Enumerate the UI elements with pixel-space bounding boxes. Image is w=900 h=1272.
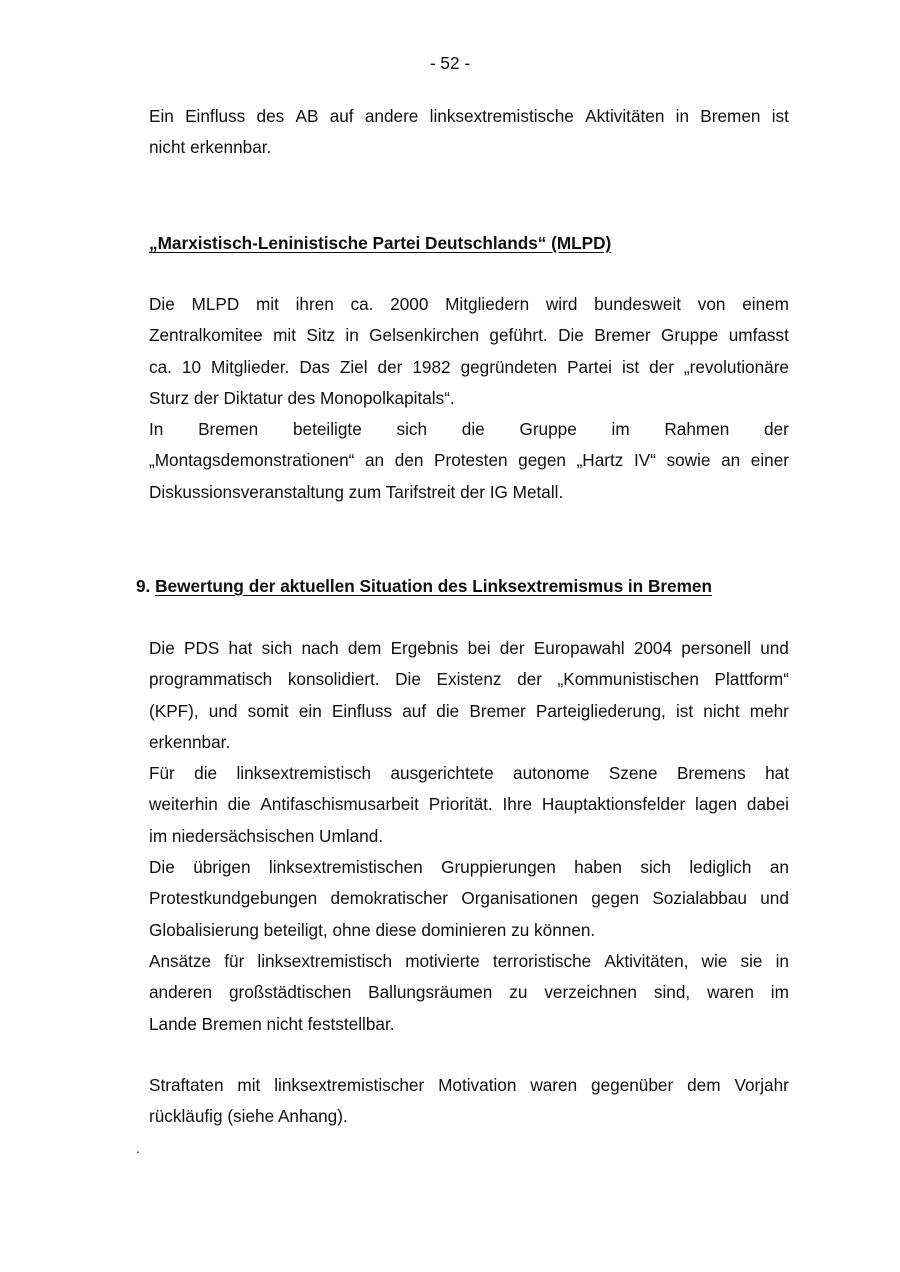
word: Ziel (339, 356, 368, 377)
word: wie (701, 950, 728, 971)
word: in (675, 106, 690, 126)
section-9-number: 9. (136, 576, 151, 596)
word: Bremens (676, 763, 746, 784)
word: Antifaschismusarbeit (260, 794, 419, 815)
word: die (194, 763, 218, 784)
word: terroristische (492, 950, 592, 971)
word: Ballungsräumen (368, 982, 493, 1003)
word: Für (149, 763, 175, 784)
word: lagen (695, 794, 738, 815)
word: sie (740, 950, 763, 971)
section-9-line-9 (149, 883, 789, 914)
word: waren (707, 982, 754, 1003)
word: Die (149, 638, 175, 658)
word: IV“ (633, 450, 656, 471)
word: Gruppe (519, 419, 577, 440)
word: Existenz (436, 669, 502, 690)
word: mit (273, 325, 296, 346)
closing-line-2: rückläufig (siehe Anhang). (149, 1106, 348, 1127)
word: linksextremistischen (268, 857, 423, 878)
word: anderen (149, 982, 213, 1003)
word: an (721, 450, 741, 471)
word: 2000 (390, 294, 429, 314)
word: 2004 (633, 638, 673, 658)
word: Mitgliedern (445, 294, 530, 314)
word: umfasst (728, 325, 789, 346)
word: motivierte (405, 950, 480, 971)
word: ist (621, 356, 640, 377)
word: bundesweit (594, 294, 682, 314)
word: Protesten (434, 450, 508, 471)
section-9-line-13: Lande Bremen nicht feststellbar. (149, 1013, 395, 1034)
word: Die (149, 294, 175, 314)
word: Einfluss (185, 106, 246, 126)
word: großstädtischen (228, 982, 352, 1003)
word: Europawahl (533, 638, 625, 658)
word: die (461, 419, 485, 440)
section-9-line-11 (149, 946, 789, 977)
word: Sozialabbau (652, 888, 747, 909)
word: waren (530, 1075, 578, 1095)
word: linksextremistisch (257, 950, 393, 971)
section-9-paragraph (149, 633, 789, 1040)
section-9-title: Bewertung der aktuellen Situation des Linksextremismus in Bremen (155, 576, 712, 596)
section-9-line-3 (149, 696, 789, 727)
word: andere (364, 106, 419, 126)
word: im (770, 982, 789, 1003)
word: hat (765, 763, 789, 784)
word: hat (228, 638, 253, 658)
word: Die (149, 857, 175, 878)
word: in (775, 950, 789, 971)
word: Ein (149, 106, 174, 126)
word: sich (640, 857, 671, 878)
word: somit (247, 700, 289, 721)
word: einem (742, 294, 789, 314)
word: haben (574, 857, 622, 878)
word: Bremen (700, 106, 761, 126)
word: sich (396, 419, 428, 440)
word: Straftaten (149, 1075, 224, 1095)
word: in (345, 325, 359, 346)
mlpd-line-5 (149, 414, 789, 445)
word: für (224, 950, 245, 971)
mlpd-heading (149, 230, 611, 256)
intro-line-2: nicht erkennbar. (149, 137, 272, 158)
word: autonome (513, 763, 590, 784)
word: Bremen (198, 419, 259, 440)
word: mehr (749, 700, 789, 721)
word: gegründeten (460, 356, 558, 377)
word: Gruppierungen (441, 857, 556, 878)
word: Die (395, 669, 421, 690)
mlpd-line-6 (149, 445, 789, 476)
word: sind, (653, 982, 691, 1003)
word: Zentralkomitee (149, 325, 263, 346)
word: personell (681, 638, 751, 658)
word: bei (467, 638, 491, 658)
word: gegen (518, 450, 566, 471)
word: Bremer (594, 325, 651, 346)
word: dem (347, 638, 382, 658)
word: zu (509, 982, 528, 1003)
word: 10 (181, 356, 202, 377)
word: übrigen (193, 857, 251, 878)
trailing-mark: . (136, 1140, 140, 1156)
word: demokratischer (330, 888, 449, 909)
word: verzeichnen (544, 982, 637, 1003)
closing-paragraph (149, 1070, 789, 1133)
word: im (611, 419, 630, 440)
word: einer (750, 450, 789, 471)
word: den (394, 450, 424, 471)
word: dem (687, 1075, 721, 1095)
section-9-line-8 (149, 852, 789, 883)
word: Protestkundgebungen (149, 888, 318, 909)
word: „revolutionäre (683, 356, 789, 377)
word: weiterhin (149, 794, 218, 815)
page-number: - 52 - (429, 53, 471, 73)
word: wird (545, 294, 578, 314)
word: der (499, 638, 525, 658)
intro-line-1 (149, 101, 789, 132)
word: linksextremistische (429, 106, 574, 126)
word: und (208, 700, 238, 721)
word: Mitglieder. (211, 356, 290, 377)
word: der (517, 669, 542, 690)
word: Partei (567, 356, 612, 377)
word: konsolidiert. (287, 669, 380, 690)
word: Organisationen (461, 888, 578, 909)
word: linksextremistisch (236, 763, 372, 784)
word: der (649, 356, 674, 377)
word: „Kommunistischen (557, 669, 699, 690)
word: Ergebnis (390, 638, 459, 658)
word: ein (298, 700, 322, 721)
word: auf (329, 106, 354, 126)
section-9-line-12 (149, 977, 789, 1008)
word: der (764, 419, 789, 440)
word: des (256, 106, 285, 126)
word: Hauptaktionsfelder (541, 794, 686, 815)
word: Priorität. (428, 794, 493, 815)
word: geführt. (489, 325, 548, 346)
word: ist (675, 700, 694, 721)
mlpd-line-3 (149, 352, 789, 383)
mlpd-line-2 (149, 320, 789, 351)
closing-line-1 (149, 1070, 789, 1101)
word: ihren (295, 294, 334, 314)
word: Plattform“ (714, 669, 789, 690)
word: Rahmen (664, 419, 730, 440)
section-9-line-4: erkennbar. (149, 731, 231, 752)
word: von (697, 294, 726, 314)
word: Bremer (469, 700, 526, 721)
mlpd-heading-text: „Marxistisch-Leninistische Partei Deutschlands“ (MLPD) (149, 233, 612, 253)
word: 1982 (412, 356, 451, 377)
section-9-line-5 (149, 758, 789, 789)
word: PDS (184, 638, 220, 658)
section-9-line-10: Globalisierung beteiligt, ohne diese dominieren zu können. (149, 919, 596, 940)
word: ausgerichtete (390, 763, 494, 784)
word: lediglich (689, 857, 752, 878)
word: sowie (666, 450, 711, 471)
word: nach (301, 638, 339, 658)
word: Motivation (438, 1075, 517, 1095)
word: AB (295, 106, 319, 126)
word: gegen (591, 888, 640, 909)
section-9-heading (136, 573, 712, 599)
word: der (377, 356, 403, 377)
word: gegenüber (591, 1075, 674, 1095)
word: Parteigliederung, (535, 700, 666, 721)
word: programmatisch (149, 669, 273, 690)
word: nicht (703, 700, 740, 721)
mlpd-paragraph (149, 289, 789, 508)
word: „Montagsdemonstrationen“ (149, 450, 355, 471)
word: Gruppe (660, 325, 719, 346)
word: Ansätze (149, 950, 212, 971)
word: Einfluss (331, 700, 393, 721)
word: die (436, 700, 460, 721)
word: Szene (608, 763, 658, 784)
mlpd-line-7: Diskussionsveranstaltung zum Tarifstreit der IG Metall. (149, 481, 564, 502)
word: beteiligte (292, 419, 362, 440)
word: und (760, 638, 789, 658)
word: Das (299, 356, 330, 377)
word: an (365, 450, 385, 471)
intro-paragraph (149, 101, 789, 164)
mlpd-line-1 (149, 289, 789, 320)
word: Aktivitäten, (604, 950, 689, 971)
word: (KPF), (149, 700, 199, 721)
word: MLPD (191, 294, 240, 314)
word: die (227, 794, 251, 815)
word: und (760, 888, 789, 909)
word: Gelsenkirchen (369, 325, 480, 346)
section-9-line-7: im niedersächsischen Umland. (149, 825, 384, 846)
word: ca. (149, 356, 172, 377)
word: auf (402, 700, 427, 721)
word: an (769, 857, 789, 878)
mlpd-line-4: Sturz der Diktatur des Monopolkapitals“. (149, 387, 455, 408)
section-9-line-1 (149, 633, 789, 664)
word: „Hartz (576, 450, 624, 471)
word: Ihre (502, 794, 533, 815)
word: mit (255, 294, 279, 314)
word: Sitz (306, 325, 336, 346)
word: sich (261, 638, 293, 658)
section-9-line-2 (149, 664, 789, 695)
word: Vorjahr (734, 1075, 789, 1095)
word: linksextremistischer (274, 1075, 425, 1095)
word: dabei (746, 794, 789, 815)
word: In (149, 419, 164, 440)
section-9-line-6 (149, 789, 789, 820)
word: ist (771, 106, 789, 126)
word: ca. (350, 294, 374, 314)
word: mit (237, 1075, 261, 1095)
word: Aktivitäten (585, 106, 665, 126)
word: Die (558, 325, 584, 346)
